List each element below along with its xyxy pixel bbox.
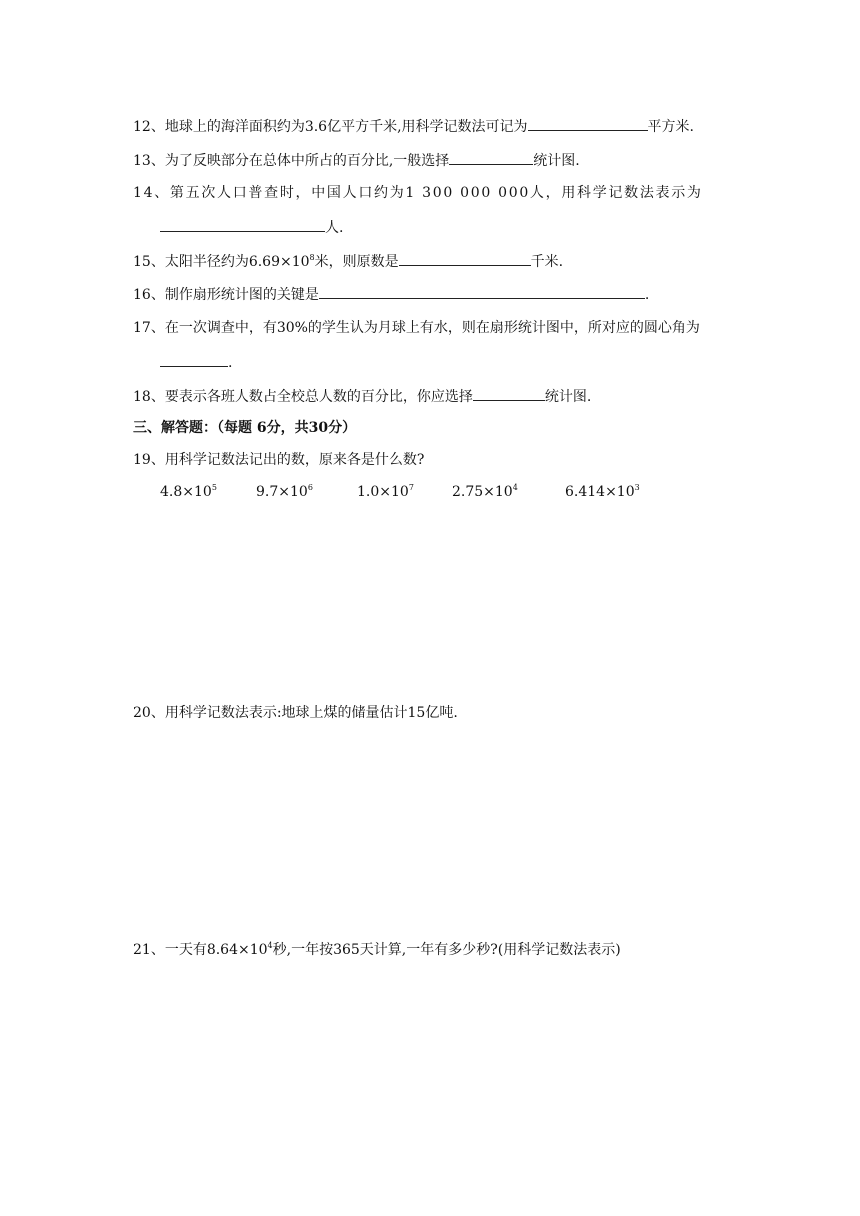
question-18: 18、要表示各班人数占全校总人数的百分比，你应选择 统计图. xyxy=(133,386,591,407)
question-17-continued: . xyxy=(160,352,232,373)
answer-blank xyxy=(319,284,645,299)
number-item: $1.0\times 10^7$ xyxy=(357,483,414,500)
number-item: $4.8\times 10^5$ xyxy=(160,483,217,500)
question-21: 21、一天有$8.64\times 10^4$秒,一年按365天计算,一年有多少秒?(用科学记数法表示) xyxy=(133,941,621,958)
answer-blank xyxy=(473,386,545,401)
section-title: 三、解答题：（每题 6分，共30分） xyxy=(133,420,357,436)
answer-blank xyxy=(449,150,533,165)
number-item: $2.75\times 10^4$ xyxy=(452,483,518,500)
answer-blank xyxy=(160,352,228,367)
question-17: 17、在一次调查中，有30%的学生认为月球上有水，则在扇形统计图中，所对应的圆心角为 xyxy=(133,320,700,336)
question-15: 15、太阳半径约为$6.69\times 10^8$米，则原数是 千米. xyxy=(133,253,564,270)
question-14-continued: 人. xyxy=(160,217,343,238)
number-item: $9.7\times 10^6$ xyxy=(256,483,313,500)
number-item: $6.414\times 10^3$ xyxy=(565,483,640,500)
question-19: 19、用科学记数法记出的数，原来各是什么数? xyxy=(133,452,425,468)
question-16: 16、制作扇形统计图的关键是 . xyxy=(133,284,649,305)
question-14: 14、第五次人口普查时，中国人口约为1 300 000 000人，用科学记数法表示为 xyxy=(133,185,703,201)
answer-blank xyxy=(160,217,325,232)
question-20: 20、用科学记数法表示:地球上煤的储量估计15亿吨. xyxy=(133,705,458,721)
question-12: 12、地球上的海洋面积约为3.6亿平方千米,用科学记数法可记为 平方米. xyxy=(133,116,694,137)
answer-blank xyxy=(399,251,531,266)
answer-blank xyxy=(528,116,648,131)
question-13: 13、为了反映部分在总体中所占的百分比,一般选择 统计图. xyxy=(133,150,580,171)
